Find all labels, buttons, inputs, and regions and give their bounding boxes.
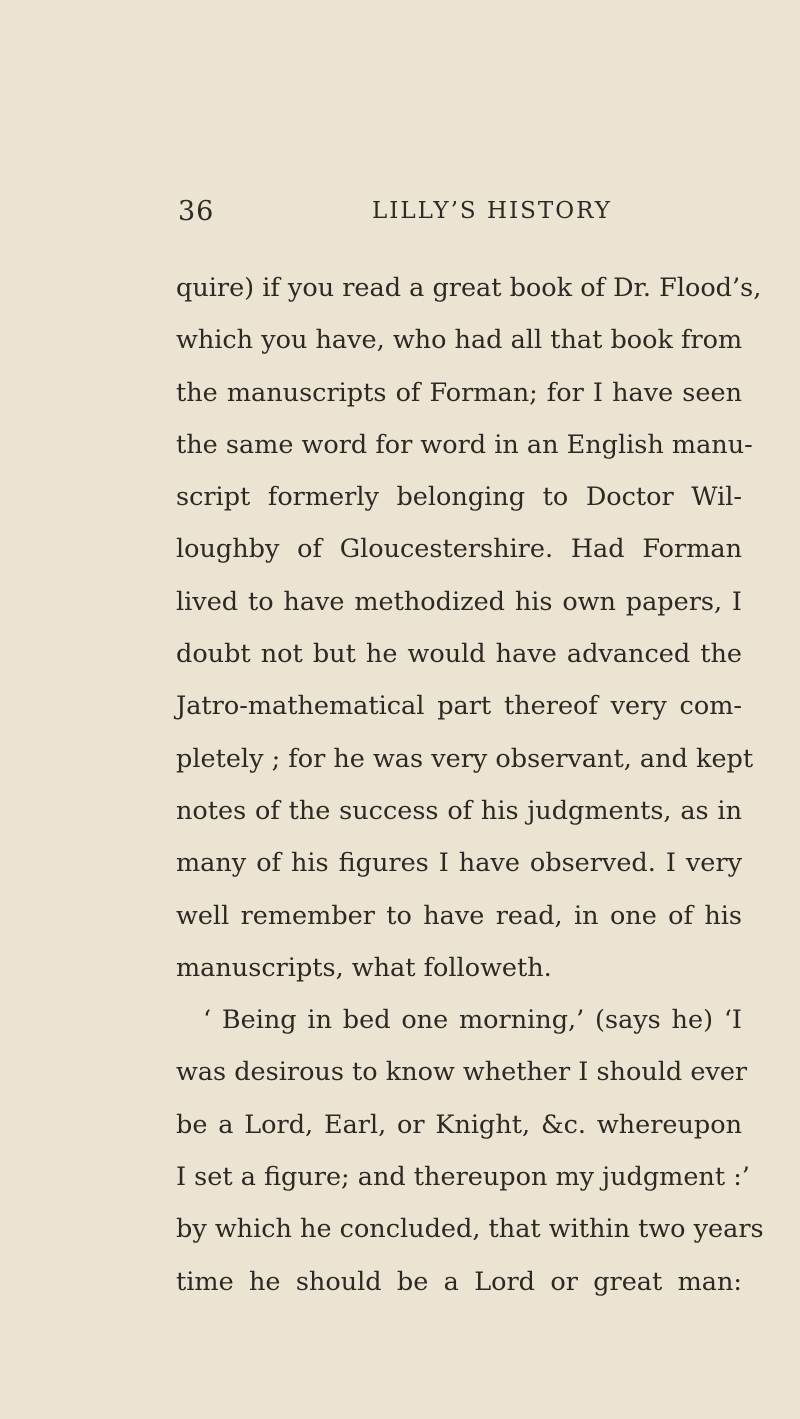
text-line: was desirous to know whether I should ever bbox=[176, 1057, 748, 1088]
body-text bbox=[176, 268, 764, 1314]
text-line: manuscripts, what followeth. bbox=[176, 952, 552, 983]
text-line: doubt not but he would have advanced the bbox=[176, 639, 742, 670]
text-line: many of his figures I have observed. I very bbox=[176, 848, 742, 879]
text-line: well remember to have read, in one of his bbox=[176, 900, 742, 931]
text-line: script formerly belonging to Doctor Wil- bbox=[176, 482, 742, 513]
text-line: the same word for word in an English manu- bbox=[176, 429, 753, 460]
text-line: be a Lord, Earl, or Knight, &c. whereupon bbox=[176, 1109, 742, 1140]
text-line: loughby of Gloucestershire. Had Forman bbox=[176, 534, 742, 565]
text-line: notes of the success of his judgments, as in bbox=[176, 795, 742, 826]
page-number: 36 bbox=[178, 196, 215, 227]
text-line: quire) if you read a great book of Dr. Flood’s, bbox=[176, 273, 762, 303]
text-line: ‘ Being in bed one morning,’ (says he) ‘I bbox=[203, 1005, 742, 1036]
text-line: which you have, who had all that book from bbox=[176, 325, 743, 356]
text-line: I set a figure; and thereupon my judgment :’ bbox=[176, 1162, 750, 1193]
text-line: the manuscripts of Forman; for I have seen bbox=[176, 377, 742, 408]
text-line: by which he concluded, that within two years bbox=[176, 1214, 764, 1245]
text-line: pletely ; for he was very observant, and kept bbox=[176, 743, 754, 774]
text-line: time he should be a Lord or great man: bbox=[176, 1266, 742, 1297]
running-title: LILLY’S HISTORY bbox=[372, 198, 612, 224]
text-line: Jatro-mathematical part thereof very com- bbox=[176, 691, 742, 722]
running-head bbox=[0, 196, 800, 236]
text-line: lived to have methodized his own papers, I bbox=[176, 586, 742, 617]
